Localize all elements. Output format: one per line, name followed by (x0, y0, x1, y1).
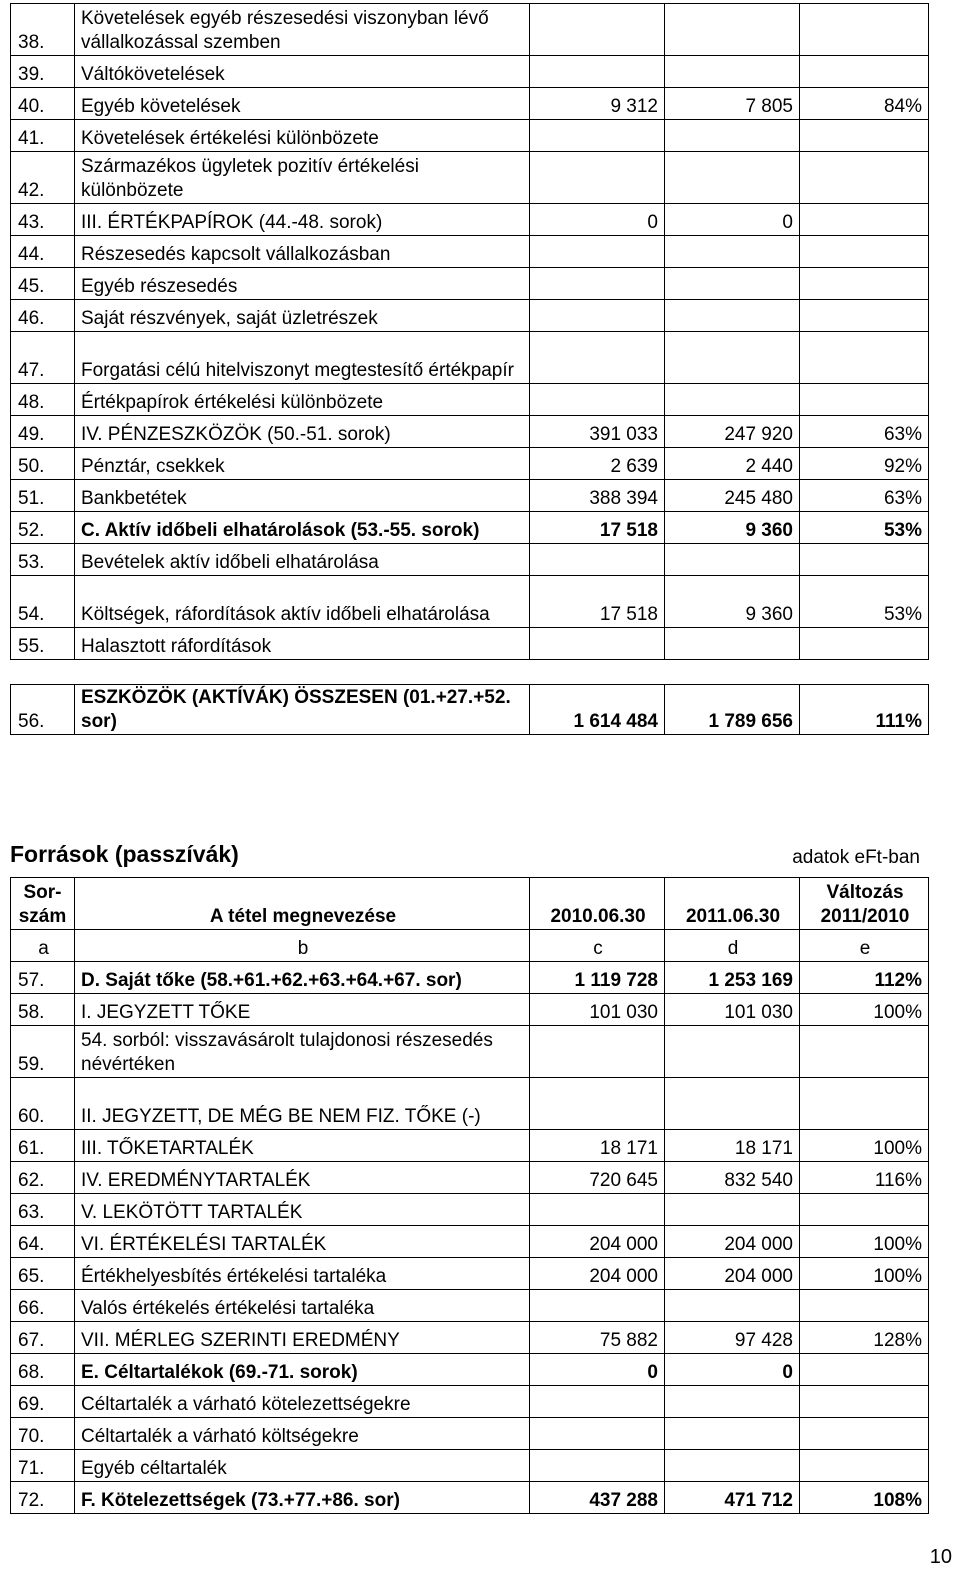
value-2011 (665, 1026, 800, 1078)
letter-b: b (75, 930, 530, 962)
row-number: 42. (11, 152, 75, 204)
table-row (11, 1418, 929, 1450)
row-name: Egyéb részesedés (75, 268, 530, 300)
change-percent (800, 628, 929, 660)
change-percent: 100% (800, 1226, 929, 1258)
change-percent: 100% (800, 1130, 929, 1162)
change-percent (800, 1026, 929, 1078)
liabilities-table-body (11, 878, 929, 1514)
change-percent (800, 268, 929, 300)
value-2011: 204 000 (665, 1226, 800, 1258)
row-number: 40. (11, 88, 75, 120)
change-percent (800, 1194, 929, 1226)
assets-table-body (11, 4, 929, 660)
value-2010: 391 033 (530, 416, 665, 448)
row-name: Saját részvények, saját üzletrészek (75, 300, 530, 332)
value-2010: 204 000 (530, 1258, 665, 1290)
table-row (11, 384, 929, 416)
change-percent: 100% (800, 1258, 929, 1290)
row-number: 53. (11, 544, 75, 576)
change-percent (800, 152, 929, 204)
value-2010 (530, 268, 665, 300)
table-row (11, 1026, 929, 1078)
table-row (11, 88, 929, 120)
change-percent (800, 236, 929, 268)
change-percent (800, 4, 929, 56)
row-number: 67. (11, 1322, 75, 1354)
table-row (11, 1078, 929, 1130)
change-percent: 63% (800, 416, 929, 448)
assets-table (10, 3, 929, 660)
value-2010: 17 518 (530, 512, 665, 544)
value-2011 (665, 56, 800, 88)
value-2011: 1 789 656 (665, 685, 800, 735)
row-number: 58. (11, 994, 75, 1026)
value-2011: 0 (665, 204, 800, 236)
letter-c: c (530, 930, 665, 962)
value-2011 (665, 1450, 800, 1482)
table-row (11, 1322, 929, 1354)
row-name: IV. EREDMÉNYTARTALÉK (75, 1162, 530, 1194)
assets-total-row (11, 685, 929, 735)
value-2011: 7 805 (665, 88, 800, 120)
value-2010 (530, 628, 665, 660)
row-name: C. Aktív időbeli elhatárolások (53.-55. sorok) (75, 512, 530, 544)
table-row (11, 1194, 929, 1226)
value-2011 (665, 1290, 800, 1322)
value-2010: 101 030 (530, 994, 665, 1026)
row-number: 57. (11, 962, 75, 994)
value-2010 (530, 544, 665, 576)
change-percent (800, 1418, 929, 1450)
row-name: Valós értékelés értékelési tartaléka (75, 1290, 530, 1322)
value-2011 (665, 544, 800, 576)
value-2011 (665, 152, 800, 204)
row-number: 65. (11, 1258, 75, 1290)
change-percent: 128% (800, 1322, 929, 1354)
table-row (11, 4, 929, 56)
header-row (11, 878, 929, 930)
table-row (11, 236, 929, 268)
row-name: Céltartalék a várható költségekre (75, 1418, 530, 1450)
change-percent: 108% (800, 1482, 929, 1514)
value-2010 (530, 1078, 665, 1130)
value-2010 (530, 1290, 665, 1322)
assets-total-table (10, 684, 929, 735)
row-number: 56. (11, 685, 75, 735)
page-number: 10 (929, 1546, 952, 1568)
table-row (11, 628, 929, 660)
row-number: 71. (11, 1450, 75, 1482)
row-name: Követelések értékelési különbözete (75, 120, 530, 152)
liabilities-table (10, 877, 929, 1514)
row-number: 49. (11, 416, 75, 448)
row-name: VII. MÉRLEG SZERINTI EREDMÉNY (75, 1322, 530, 1354)
row-number: 38. (11, 4, 75, 56)
table-row (11, 1482, 929, 1514)
letter-d: d (665, 930, 800, 962)
value-2010: 388 394 (530, 480, 665, 512)
row-number: 39. (11, 56, 75, 88)
row-name: Halasztott ráfordítások (75, 628, 530, 660)
table-row (11, 544, 929, 576)
row-name: IV. PÉNZESZKÖZÖK (50.-51. sorok) (75, 416, 530, 448)
row-number: 45. (11, 268, 75, 300)
row-name: Céltartalék a várható kötelezettségekre (75, 1386, 530, 1418)
value-2010 (530, 384, 665, 416)
table-row (11, 1290, 929, 1322)
change-percent: 63% (800, 480, 929, 512)
value-2011 (665, 300, 800, 332)
change-percent: 112% (800, 962, 929, 994)
letter-a: a (11, 930, 75, 962)
row-name: Követelések egyéb részesedési viszonyban lévő vállalkozással szemben (75, 4, 530, 56)
table-row (11, 1450, 929, 1482)
row-name: Váltókövetelések (75, 56, 530, 88)
row-name: Forgatási célú hitelviszonyt megtestesítő értékpapír (75, 332, 530, 384)
table-row (11, 480, 929, 512)
row-name: Értékpapírok értékelési különbözete (75, 384, 530, 416)
change-percent (800, 1450, 929, 1482)
row-number: 47. (11, 332, 75, 384)
row-number: 50. (11, 448, 75, 480)
row-number: 55. (11, 628, 75, 660)
value-2010: 9 312 (530, 88, 665, 120)
row-name: Egyéb követelések (75, 88, 530, 120)
table-row (11, 1130, 929, 1162)
value-2011 (665, 384, 800, 416)
value-2011 (665, 332, 800, 384)
value-2010 (530, 300, 665, 332)
header-2010: 2010.06.30 (530, 878, 665, 930)
table-row (11, 448, 929, 480)
table-row (11, 204, 929, 236)
value-2011 (665, 236, 800, 268)
row-number: 51. (11, 480, 75, 512)
row-number: 66. (11, 1290, 75, 1322)
row-name: VI. ÉRTÉKELÉSI TARTALÉK (75, 1226, 530, 1258)
table-row (11, 1258, 929, 1290)
value-2011: 204 000 (665, 1258, 800, 1290)
table-row (11, 576, 929, 628)
value-2011 (665, 1386, 800, 1418)
row-number: 44. (11, 236, 75, 268)
value-2010 (530, 152, 665, 204)
value-2010: 2 639 (530, 448, 665, 480)
table-row (11, 152, 929, 204)
row-name: II. JEGYZETT, DE MÉG BE NEM FIZ. TŐKE (-) (75, 1078, 530, 1130)
row-number: 52. (11, 512, 75, 544)
row-name: Pénztár, csekkek (75, 448, 530, 480)
change-percent (800, 1354, 929, 1386)
change-percent: 84% (800, 88, 929, 120)
row-name: Származékos ügyletek pozitív értékelési különbözete (75, 152, 530, 204)
value-2011 (665, 120, 800, 152)
row-name: III. TŐKETARTALÉK (75, 1130, 530, 1162)
value-2010 (530, 1194, 665, 1226)
table-row (11, 120, 929, 152)
row-name: Értékhelyesbítés értékelési tartaléka (75, 1258, 530, 1290)
table-row (11, 56, 929, 88)
value-2010: 0 (530, 204, 665, 236)
header-row-number: Sor- szám (11, 878, 75, 930)
value-2011: 101 030 (665, 994, 800, 1026)
row-name: E. Céltartalékok (69.-71. sorok) (75, 1354, 530, 1386)
header-2011: 2011.06.30 (665, 878, 800, 930)
value-2011 (665, 4, 800, 56)
row-number: 72. (11, 1482, 75, 1514)
value-2010 (530, 236, 665, 268)
value-2010 (530, 1418, 665, 1450)
row-name: V. LEKÖTÖTT TARTALÉK (75, 1194, 530, 1226)
change-percent (800, 56, 929, 88)
change-percent (800, 204, 929, 236)
row-number: 61. (11, 1130, 75, 1162)
row-number: 54. (11, 576, 75, 628)
row-number: 46. (11, 300, 75, 332)
unit-label: adatok eFt-ban (792, 847, 920, 868)
table-row (11, 962, 929, 994)
value-2011: 471 712 (665, 1482, 800, 1514)
value-2011 (665, 628, 800, 660)
value-2010: 1 119 728 (530, 962, 665, 994)
value-2010: 0 (530, 1354, 665, 1386)
value-2011 (665, 1418, 800, 1450)
letter-e: e (800, 930, 929, 962)
value-2010 (530, 4, 665, 56)
change-percent (800, 120, 929, 152)
change-percent (800, 544, 929, 576)
value-2010 (530, 120, 665, 152)
change-percent (800, 332, 929, 384)
liabilities-title: Források (passzívák) (10, 841, 239, 867)
row-name: Bevételek aktív időbeli elhatárolása (75, 544, 530, 576)
value-2011: 9 360 (665, 576, 800, 628)
row-number: 43. (11, 204, 75, 236)
value-2010: 75 882 (530, 1322, 665, 1354)
value-2011: 2 440 (665, 448, 800, 480)
change-percent (800, 300, 929, 332)
table-row (11, 1226, 929, 1258)
value-2011: 18 171 (665, 1130, 800, 1162)
header-change: Változás 2011/2010 (800, 878, 929, 930)
table-row (11, 512, 929, 544)
value-2010: 437 288 (530, 1482, 665, 1514)
value-2010: 720 645 (530, 1162, 665, 1194)
table-row (11, 994, 929, 1026)
value-2011: 832 540 (665, 1162, 800, 1194)
value-2011: 0 (665, 1354, 800, 1386)
row-name: Bankbetétek (75, 480, 530, 512)
change-percent: 100% (800, 994, 929, 1026)
value-2011: 245 480 (665, 480, 800, 512)
row-name: ESZKÖZÖK (AKTÍVÁK) ÖSSZESEN (01.+27.+52. sor) (75, 685, 530, 735)
row-number: 60. (11, 1078, 75, 1130)
row-number: 69. (11, 1386, 75, 1418)
header-item-name: A tétel megnevezése (75, 878, 530, 930)
table-row (11, 332, 929, 384)
value-2011 (665, 268, 800, 300)
row-name: D. Saját tőke (58.+61.+62.+63.+64.+67. sor) (75, 962, 530, 994)
value-2011: 97 428 (665, 1322, 800, 1354)
table-row (11, 416, 929, 448)
row-number: 62. (11, 1162, 75, 1194)
row-number: 70. (11, 1418, 75, 1450)
row-number: 48. (11, 384, 75, 416)
value-2010 (530, 332, 665, 384)
row-name: Költségek, ráfordítások aktív időbeli elhatárolása (75, 576, 530, 628)
change-percent: 92% (800, 448, 929, 480)
value-2010 (530, 1386, 665, 1418)
row-name: I. JEGYZETT TŐKE (75, 994, 530, 1026)
value-2010: 1 614 484 (530, 685, 665, 735)
value-2011 (665, 1078, 800, 1130)
change-percent: 53% (800, 512, 929, 544)
value-2010: 17 518 (530, 576, 665, 628)
value-2010: 204 000 (530, 1226, 665, 1258)
table-row (11, 1386, 929, 1418)
letter-row (11, 930, 929, 962)
value-2010: 18 171 (530, 1130, 665, 1162)
change-percent (800, 1290, 929, 1322)
change-percent: 111% (800, 685, 929, 735)
value-2010 (530, 1026, 665, 1078)
value-2011: 247 920 (665, 416, 800, 448)
value-2010 (530, 56, 665, 88)
value-2011: 1 253 169 (665, 962, 800, 994)
change-percent: 116% (800, 1162, 929, 1194)
value-2010 (530, 1450, 665, 1482)
table-row (11, 268, 929, 300)
row-name: 54. sorból: visszavásárolt tulajdonosi részesedés névértéken (75, 1026, 530, 1078)
row-number: 59. (11, 1026, 75, 1078)
row-name: III. ÉRTÉKPAPÍROK (44.-48. sorok) (75, 204, 530, 236)
value-2011: 9 360 (665, 512, 800, 544)
row-name: F. Kötelezettségek (73.+77.+86. sor) (75, 1482, 530, 1514)
change-percent (800, 1078, 929, 1130)
change-percent (800, 1386, 929, 1418)
table-row (11, 300, 929, 332)
value-2011 (665, 1194, 800, 1226)
change-percent (800, 384, 929, 416)
table-row (11, 1162, 929, 1194)
row-name: Egyéb céltartalék (75, 1450, 530, 1482)
change-percent: 53% (800, 576, 929, 628)
row-number: 64. (11, 1226, 75, 1258)
row-number: 63. (11, 1194, 75, 1226)
row-number: 41. (11, 120, 75, 152)
row-name: Részesedés kapcsolt vállalkozásban (75, 236, 530, 268)
table-row (11, 1354, 929, 1386)
row-number: 68. (11, 1354, 75, 1386)
